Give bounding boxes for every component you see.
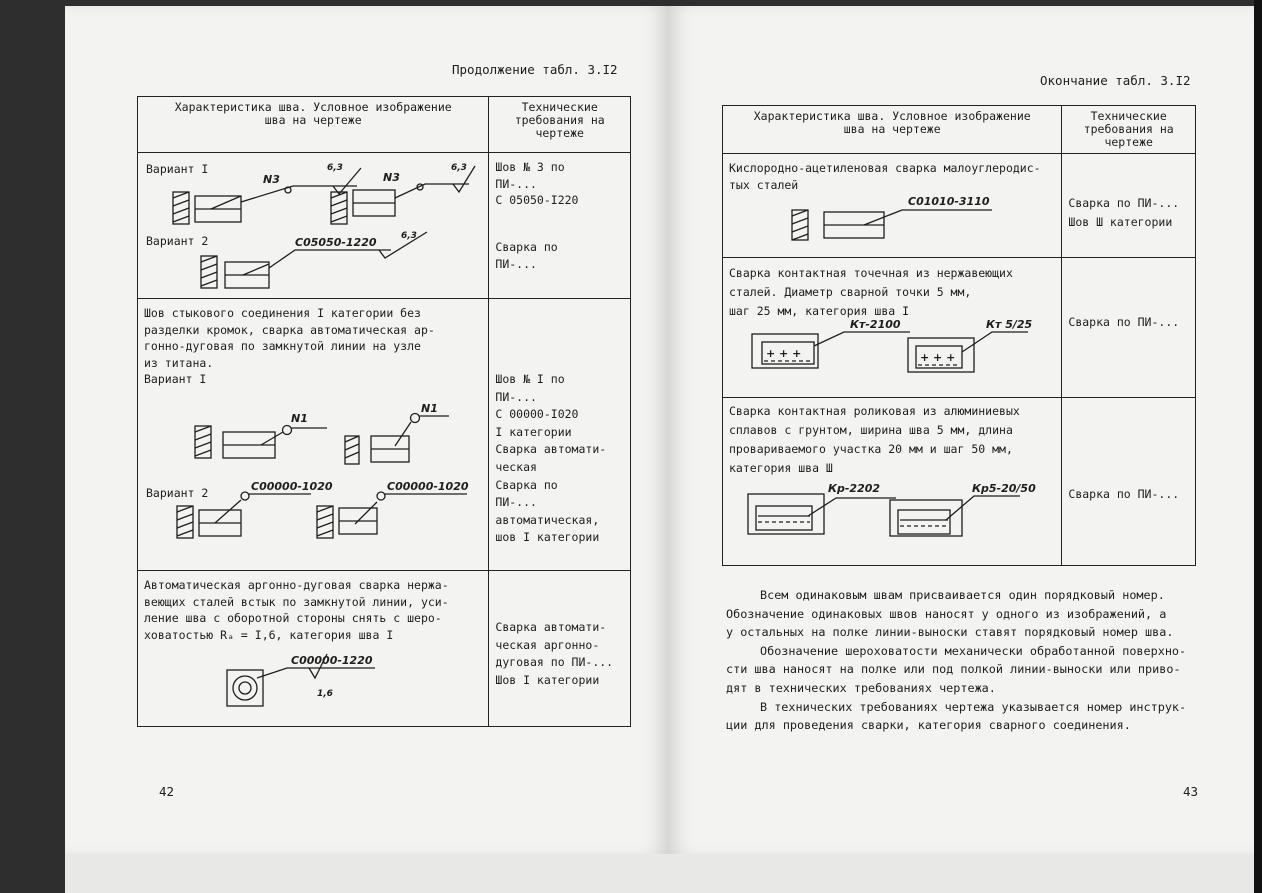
requirements-cell: Сварка по ПИ-... Шов Ш категории xyxy=(1062,154,1196,258)
paragraph-line: Обозначение одинаковых швов наносят у одного из изображений, а xyxy=(726,606,1167,621)
leader-circle xyxy=(411,414,420,423)
scan-bottom-edge xyxy=(65,854,1254,893)
weld-code-label: N1 xyxy=(421,402,438,415)
svg-text:+ + +: + + + xyxy=(920,351,956,364)
page-number: 43 xyxy=(1183,784,1199,799)
leader-line xyxy=(269,250,391,268)
paragraph-line: Всем одинаковым швам присваивается один порядковый номер. xyxy=(760,588,1165,602)
column-header-requirements: Технические требования на чертеже xyxy=(489,97,631,153)
seam-weld-part xyxy=(890,500,962,536)
weld-section-hatched xyxy=(173,192,189,224)
requirements-cell: Сварка автомати- ческая аргонно- дуговая по ПИ-... Шов I категории xyxy=(489,571,631,727)
variant-label: Вариант I xyxy=(146,162,209,176)
characteristic-cell: Сварка контактная точечная из нержавеющих сталей. Диаметр сварной точки 5 мм, шаг 25 мм, категория шва I xyxy=(723,258,1062,398)
paragraph-line: В технических требованиях чертежа указывается номер инструк- xyxy=(760,699,1187,714)
characteristic-cell: Шов стыкового соединения I категории без разделки кромок, сварка автоматическая ар- гонно-дуговая по замкнутой линии на узле из титана. Вариант I Вариант 2 xyxy=(138,299,489,571)
spot-weld-part xyxy=(752,334,818,368)
weld-joint-view xyxy=(353,190,395,216)
weld-code-label: C01010-3110 xyxy=(908,195,990,208)
paragraph-line: у остальных на полке линии-выноски ставят порядковый номер шва. xyxy=(726,625,1174,640)
leader-circle xyxy=(377,492,385,500)
roughness-value: 6,3 xyxy=(327,163,343,173)
svg-text:+ + +: + + + xyxy=(766,347,802,360)
weld-section-hatched xyxy=(792,210,808,240)
weld-joint-view xyxy=(223,432,275,458)
requirements-cell: Сварка по ПИ-... xyxy=(1062,398,1196,566)
weld-section-hatched xyxy=(201,256,217,288)
weld-code-label: C00000-1220 xyxy=(291,654,373,667)
weld-joint-view xyxy=(225,262,269,288)
weld-code-label: N3 xyxy=(263,173,280,186)
weld-code-label: N1 xyxy=(291,412,308,425)
weld-section-hatched xyxy=(177,506,193,538)
weld-joint-view xyxy=(199,510,241,536)
paragraph-line: Обозначение шероховатости механически обработанной поверхно- xyxy=(760,643,1187,658)
weld-code-label: N3 xyxy=(383,171,400,184)
table-end-heading: Окончание табл. 3.I2 xyxy=(1040,73,1191,88)
weld-code-label: Кт 5/25 xyxy=(986,318,1033,331)
characteristic-cell: Сварка контактная роликовая из алюминиевых сплавов с грунтом, ширина шва 5 мм, длина провариваемого участка 20 мм и шаг 50 мм, категория шва Ш xyxy=(723,398,1062,566)
paragraph-line: ции для проведения сварки, категория сварного соединения. xyxy=(726,718,1131,733)
requirements-cell: Шов № I по ПИ-... С 00000-I020 I категории Сварка автомати- ческая Сварка по ПИ-... автоматическая, шов I категории xyxy=(489,299,631,571)
roughness-value: 1,6 xyxy=(317,689,333,699)
weld-code-label: C00000-1020 xyxy=(387,480,469,493)
leader-circle xyxy=(283,426,292,435)
characteristic-cell: Кислородно-ацетиленовая сварка малоуглеродис- тых сталей xyxy=(723,154,1062,258)
left-page xyxy=(65,6,668,854)
seam-weld-part xyxy=(748,494,824,534)
body-paragraphs xyxy=(726,586,1186,735)
page-number: 42 xyxy=(159,784,175,799)
column-header-requirements: Технические требования на чертеже xyxy=(1062,106,1196,154)
weld-code-label: C00000-1020 xyxy=(251,480,333,493)
weld-code-label: C05050-1220 xyxy=(295,236,377,249)
requirements-cell: Шов № 3 по ПИ-... С 05050-I220 Сварка по ПИ-... xyxy=(489,153,631,299)
weld-section-hatched xyxy=(195,426,211,458)
weld-joint-view xyxy=(824,212,884,238)
scan-right-edge xyxy=(1254,0,1262,893)
weld-section-hatched xyxy=(317,506,333,538)
characteristic-cell: Автоматическая аргонно-дуговая сварка нержа- веющих сталей встык по замкнутой линии, уси- ление шва с оборотной стороны снять с шеро- ховатостью Rₐ = I,6, категория шва I xyxy=(138,571,489,727)
right-page xyxy=(668,6,1254,854)
weld-sketches-left xyxy=(65,6,668,854)
weld-code-label: Кр5-20/50 xyxy=(972,482,1036,495)
leader-line xyxy=(962,332,1028,352)
weld-section-hatched xyxy=(345,436,359,464)
spot-weld-part xyxy=(908,338,974,372)
leader-line xyxy=(814,332,910,346)
table-continuation-heading: Продолжение табл. 3.I2 xyxy=(452,62,618,77)
pipe-section xyxy=(227,670,263,706)
weld-joint-view xyxy=(371,436,409,462)
leader-line xyxy=(215,500,241,523)
weld-section-hatched xyxy=(331,192,347,224)
weld-code-label: Кт-2100 xyxy=(850,318,901,331)
variant-label: Вариант I xyxy=(144,372,207,387)
column-header-characteristic: Характеристика шва. Условное изображение шва на чертеже xyxy=(138,97,489,153)
weld-code-label: Кр-2202 xyxy=(828,482,881,495)
paragraph-line: сти шва наносят на полке или под полкой линии-выноски или приво- xyxy=(726,662,1181,677)
variant-label: Вариант 2 xyxy=(146,486,209,500)
requirements-cell: Сварка по ПИ-... xyxy=(1062,258,1196,398)
column-header-characteristic: Характеристика шва. Условное изображение шва на чертеже xyxy=(723,106,1062,154)
variant-label: Вариант 2 xyxy=(146,234,209,248)
paragraph-line: дят в технических требованиях чертежа. xyxy=(726,680,996,695)
leader-line xyxy=(808,498,896,516)
leader-line xyxy=(261,432,283,445)
roughness-value: 6,3 xyxy=(401,231,417,241)
roughness-value: 6,3 xyxy=(451,163,467,173)
leader-circle xyxy=(241,492,249,500)
weld-joint-view xyxy=(195,196,241,222)
